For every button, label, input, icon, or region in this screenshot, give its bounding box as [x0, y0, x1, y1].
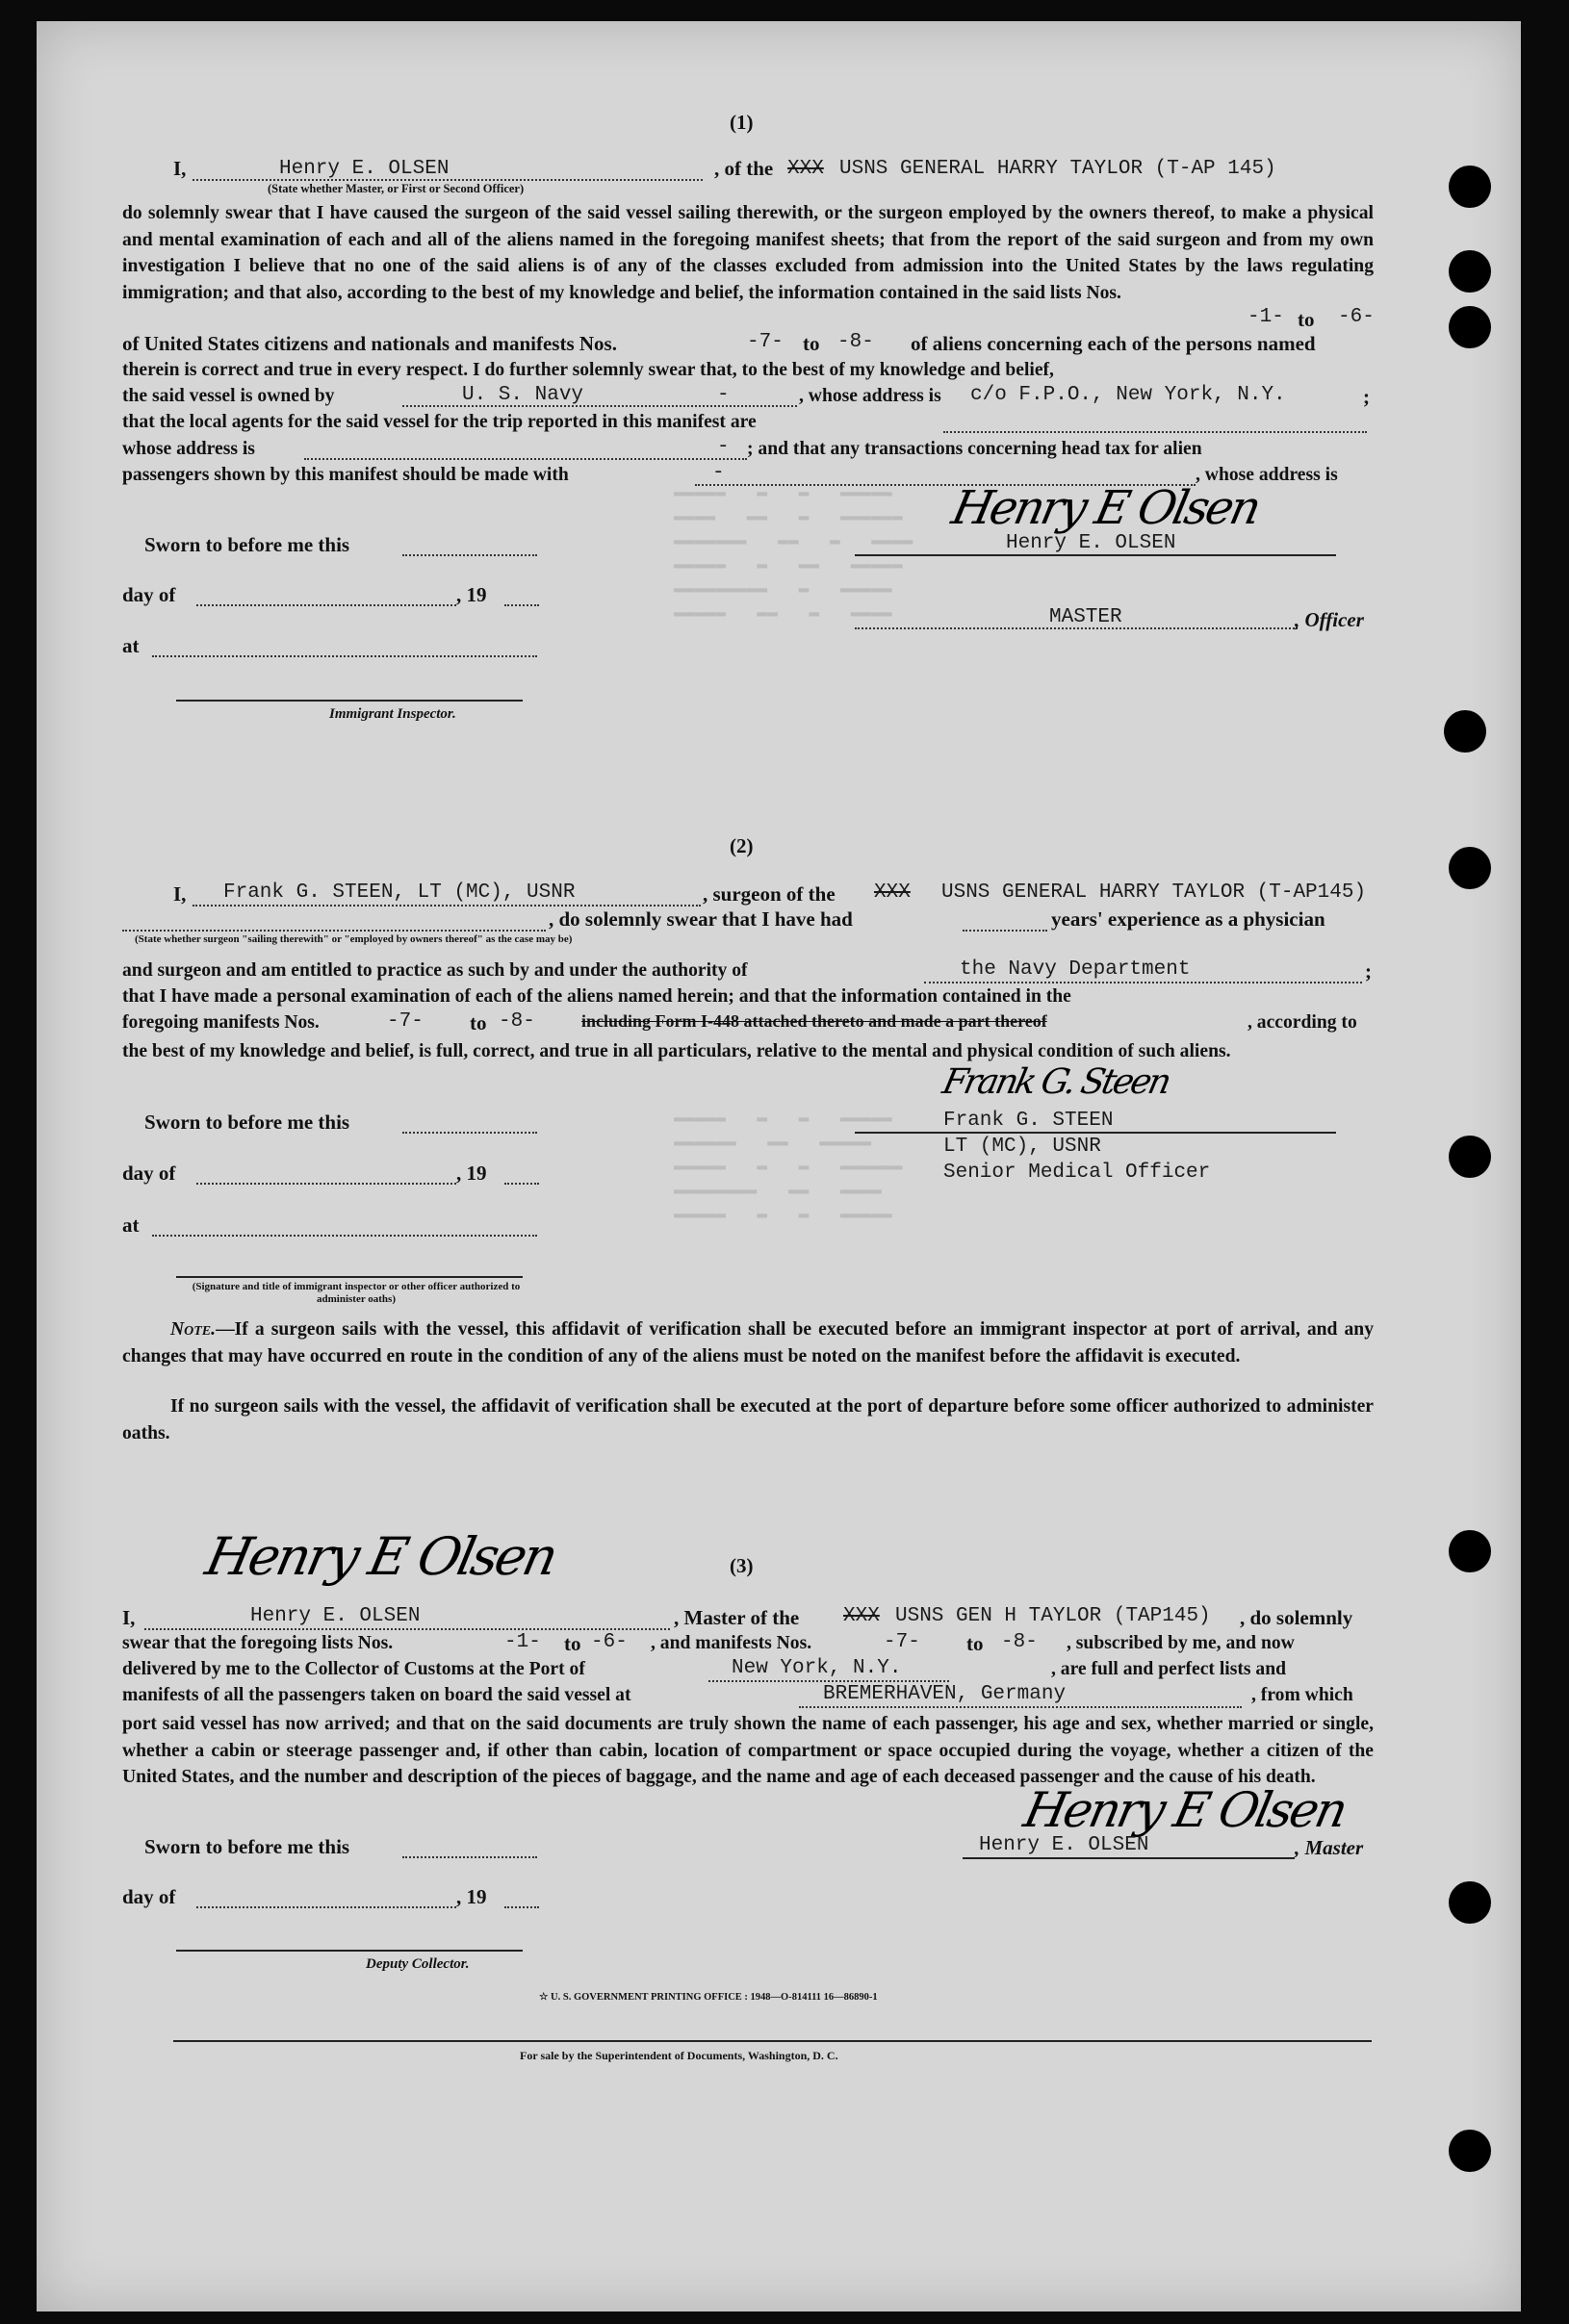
- aliens-concerning-text: of aliens concerning each of the persons named: [911, 332, 1316, 355]
- departure-line: [799, 1706, 1242, 1708]
- note-text: —If a surgeon sails with the vessel, this affidavit of verification shall be executed before an immigrant inspector at port of arrival, and any changes that may have occurred en route in the condition of any of the aliens must be noted on the manifest before the affidavit is executed.: [122, 1319, 1374, 1366]
- at-label: at: [122, 1213, 140, 1237]
- to-label: to: [564, 1632, 581, 1655]
- gpo-imprint: ☆ U. S. GOVERNMENT PRINTING OFFICE : 1948—O-814111 16—86890-1: [539, 1992, 878, 2003]
- to-label: to: [803, 332, 820, 355]
- lists-from: -1-: [1247, 306, 1284, 328]
- master-signature: Henry E Olsen: [947, 481, 1264, 535]
- day-line: [196, 1183, 456, 1185]
- day-of-label: day of: [122, 1162, 176, 1185]
- surgeon-typed-title: Senior Medical Officer: [943, 1162, 1211, 1184]
- oath-paragraph-1: do solemnly swear that I have caused the surgeon of the said vessel sailing therewith, or the surgeon employed by the owners thereof, to make a physical and mental examination of each and all of the aliens named in the foregoing manifest sheets; that from the report of the said surgeon and from my own investigation I believe that no one of the said aliens is of any of the classes excluded from admission into the United States by the laws regulating immigration; and that also, according to the best of my knowledge and belief, the information contained in the said lists Nos.: [122, 203, 1374, 303]
- surgeon-signature: Frank G. Steen: [939, 1062, 1172, 1102]
- vessel-name: USNS GEN H TAYLOR (TAP145): [895, 1605, 1211, 1627]
- oath-officer-sig-line: [176, 1276, 523, 1278]
- passengers-dash: -: [712, 462, 725, 484]
- sworn-label: Sworn to before me this: [144, 1835, 350, 1858]
- day-line: [196, 604, 456, 606]
- from-which-label: , from which: [1251, 1685, 1353, 1705]
- master-name-value: Henry E. OLSEN: [250, 1605, 421, 1627]
- surgeon-manifests-to: -8-: [499, 1010, 535, 1033]
- deputy-collector-label: Deputy Collector.: [366, 1956, 470, 1972]
- surgeon-name-value: Frank G. STEEN, LT (MC), USNR: [223, 881, 576, 904]
- struck-prefix: XXX: [787, 158, 824, 180]
- binder-hole: [1449, 166, 1491, 208]
- surgeon-rest-paragraph: the best of my knowledge and belief, is full, correct, and true in all particulars, relative to the mental and physical condition of such aliens.: [122, 1041, 1231, 1061]
- binder-hole: [1449, 1881, 1491, 1924]
- note-label: Note.: [170, 1319, 217, 1340]
- departure-value: BREMERHAVEN, Germany: [823, 1683, 1067, 1705]
- at-label: at: [122, 634, 140, 657]
- lists-to: -6-: [591, 1631, 628, 1653]
- semicolon: ;: [1363, 385, 1370, 408]
- lists-from: -1-: [504, 1631, 541, 1653]
- port-value: New York, N.Y.: [732, 1657, 902, 1679]
- master-title: MASTER: [1049, 606, 1122, 628]
- local-agents-text: that the local agents for the said vessel for the trip reported in this manifest are: [122, 412, 757, 432]
- immigrant-inspector-label: Immigrant Inspector.: [329, 706, 456, 722]
- sworn-label: Sworn to before me this: [144, 533, 350, 556]
- examination-text: that I have made a personal examination of each of the aliens named herein; and that the information contained in the: [122, 986, 1071, 1007]
- officer-label: , Officer: [1295, 608, 1364, 631]
- year-label: , 19: [456, 1162, 487, 1185]
- section-number: (3): [730, 1554, 754, 1577]
- master-name-value: Henry E. OLSEN: [279, 158, 450, 180]
- port-line: [708, 1680, 949, 1682]
- and-manifests-label: , and manifests Nos.: [651, 1633, 812, 1653]
- sworn-line: [402, 1132, 537, 1134]
- authority-value: the Navy Department: [960, 958, 1191, 981]
- manifests-from: -7-: [747, 331, 784, 353]
- of-the-label: , of the: [714, 157, 774, 180]
- swear-lists-label: swear that the foregoing lists Nos.: [122, 1633, 394, 1653]
- i-label: I,: [173, 157, 187, 180]
- us-citizens-text: of United States citizens and nationals and manifests Nos.: [122, 332, 617, 355]
- authority-text: and surgeon and am entitled to practice as such by and under the authority of: [122, 960, 748, 981]
- to-label: to: [966, 1632, 984, 1655]
- sale-notice: For sale by the Superintendent of Documents, Washington, D. C.: [520, 2049, 838, 2062]
- sworn-line: [402, 554, 537, 556]
- footer-rule: [173, 2040, 1372, 2042]
- day-line: [196, 1906, 456, 1908]
- binder-hole: [1449, 1530, 1491, 1572]
- master-sig-line: [855, 554, 1336, 556]
- surgeon-typed-rank: LT (MC), USNR: [943, 1136, 1101, 1158]
- year-line: [504, 604, 539, 606]
- master-typed-name: Henry E. OLSEN: [1006, 532, 1176, 554]
- manifests-to: -8-: [1001, 1631, 1038, 1653]
- solemnly-label: , do solemnly: [1240, 1606, 1353, 1629]
- subscribed-label: , subscribed by me, and now: [1067, 1633, 1295, 1653]
- owner-address-value: c/o F.P.O., New York, N.Y.: [970, 384, 1286, 406]
- note-paragraph: [122, 1316, 1374, 1397]
- section-number: (2): [730, 834, 754, 857]
- master-signature-3: Henry E Olsen: [200, 1526, 561, 1587]
- bleed-through-texture: ▬▬▬▬▬ ▬ ▬ ▬▬▬▬▬ ▬▬▬▬ ▬▬ ▬ ▬▬▬▬▬▬ ▬▬▬▬▬▬▬ ▬▬ ▬ ▬▬▬▬ ▬▬▬▬▬ ▬ ▬▬ ▬▬▬▬▬ ▬▬▬▬▬▬▬▬▬ ▬ ▬▬▬▬▬ ▬▬▬▬▬ ▬▬ ▬ ▬▬▬▬: [674, 483, 913, 623]
- master-name-line: [144, 1628, 670, 1630]
- master-signature-final: Henry E Olsen: [1018, 1782, 1350, 1838]
- according-label: , according to: [1247, 1012, 1357, 1033]
- master-of-label: , Master of the: [674, 1606, 800, 1629]
- master-oath-paragraph: port said vessel has now arrived; and that on the said documents are truly shown the name of each passenger, his age and sex, whether married or single, whether a cabin or steerage passenger and, if other than cabin, location of compartment or space occupied during the voyage, whether a citizen of the United States, and the number and description of the pieces of baggage, and the name and age of each deceased passenger and the cause of his death.: [122, 1714, 1374, 1788]
- year-line: [504, 1906, 539, 1908]
- foregoing-manifests-label: foregoing manifests Nos.: [122, 1012, 320, 1033]
- address-dash: -: [717, 436, 730, 458]
- at-line: [152, 1235, 537, 1237]
- i-label: I,: [173, 882, 187, 906]
- day-of-label: day of: [122, 1885, 176, 1908]
- master-label: , Master: [1295, 1836, 1364, 1859]
- state-note: (State whether Master, or First or Second Officer): [268, 182, 525, 195]
- surgeon-name-line: [193, 905, 701, 907]
- surgeon-of-label: , surgeon of the: [703, 882, 836, 906]
- year-label: , 19: [456, 1885, 487, 1908]
- surgeon-sig-line: [855, 1132, 1336, 1134]
- binder-hole: [1449, 306, 1491, 348]
- manifests-to: -8-: [837, 331, 874, 353]
- lists-to: -6-: [1338, 306, 1375, 328]
- to-label: to: [1298, 308, 1315, 331]
- delivered-label: delivered by me to the Collector of Customs at the Port of: [122, 1659, 585, 1679]
- surgeon-status-line: [122, 930, 546, 932]
- sworn-label: Sworn to before me this: [144, 1111, 350, 1134]
- whose-address-label: whose address is: [122, 439, 255, 459]
- section-number: (1): [730, 111, 754, 134]
- at-line: [152, 655, 537, 657]
- binder-hole: [1449, 2130, 1491, 2172]
- years-experience-text: years' experience as a physician: [1051, 907, 1325, 931]
- year-line: [504, 1183, 539, 1185]
- vessel-name: USNS GENERAL HARRY TAYLOR (T-AP 145): [839, 158, 1276, 180]
- whose-address-label-2: , whose address is: [1196, 465, 1338, 485]
- owner-value: U. S. Navy: [462, 384, 584, 406]
- to-label: to: [470, 1011, 487, 1034]
- sworn-line: [402, 1856, 537, 1858]
- surgeon-manifests-from: -7-: [387, 1010, 424, 1033]
- surgeon-typed-name: Frank G. STEEN: [943, 1110, 1114, 1132]
- agents-line: [943, 431, 1367, 433]
- binder-hole: [1449, 1136, 1491, 1178]
- address-line: [304, 458, 747, 460]
- authority-line: [924, 982, 1362, 983]
- struck-prefix: XXX: [843, 1605, 880, 1627]
- owner-dash: -: [717, 384, 730, 406]
- struck-prefix: XXX: [874, 881, 911, 904]
- bleed-through-texture: ▬▬▬▬▬ ▬ ▬ ▬▬▬▬▬ ▬▬▬▬▬▬ ▬▬ ▬▬▬▬▬ ▬▬▬▬▬ ▬ ▬ ▬▬▬▬▬▬ ▬▬▬▬▬▬▬▬ ▬▬ ▬▬▬▬ ▬▬▬▬▬ ▬ ▬ ▬▬▬▬▬: [674, 1109, 903, 1224]
- note2-paragraph: If no surgeon sails with the vessel, the affidavit of verification shall be executed at the port of departure before some officer authorized to administer oaths.: [122, 1396, 1374, 1443]
- manifests-line-label: manifests of all the passengers taken on board the said vessel at: [122, 1685, 631, 1705]
- manifests-from: -7-: [884, 1631, 920, 1653]
- i-label: I,: [122, 1606, 136, 1629]
- day-of-label: day of: [122, 583, 176, 606]
- semicolon: ;: [1365, 959, 1372, 983]
- vessel-name: USNS GENERAL HARRY TAYLOR (T-AP145): [941, 881, 1367, 904]
- therein-text: therein is correct and true in every respect. I do further solemnly swear that, to the best of my knowledge and belief,: [122, 360, 1054, 380]
- inspector-sig-line: [176, 700, 523, 702]
- master-final-sig-line: [963, 1857, 1295, 1859]
- whose-address-label: , whose address is: [799, 386, 941, 406]
- binder-hole: [1444, 710, 1486, 753]
- years-line: [963, 930, 1047, 932]
- oath-officer-note: (Signature and title of immigrant inspector or other officer authorized to administer oaths): [192, 1281, 521, 1305]
- passengers-text: passengers shown by this manifest should be made with: [122, 465, 569, 485]
- deputy-sig-line: [176, 1950, 523, 1952]
- binder-hole: [1449, 847, 1491, 889]
- owned-by-label: the said vessel is owned by: [122, 386, 335, 406]
- head-tax-text: ; and that any transactions concerning head tax for alien: [747, 439, 1202, 459]
- solemnly-text: , do solemnly swear that I have had: [549, 907, 853, 931]
- struck-form-clause: including Form I-448 attached thereto and made a part thereof: [581, 1011, 1047, 1031]
- master-typed-name-final: Henry E. OLSEN: [979, 1834, 1149, 1856]
- year-label: , 19: [456, 583, 487, 606]
- binder-hole: [1449, 250, 1491, 293]
- full-perfect-label: , are full and perfect lists and: [1051, 1659, 1287, 1679]
- surgeon-state-note: (State whether surgeon "sailing therewith" or "employed by owners thereof" as the case may be): [135, 933, 573, 945]
